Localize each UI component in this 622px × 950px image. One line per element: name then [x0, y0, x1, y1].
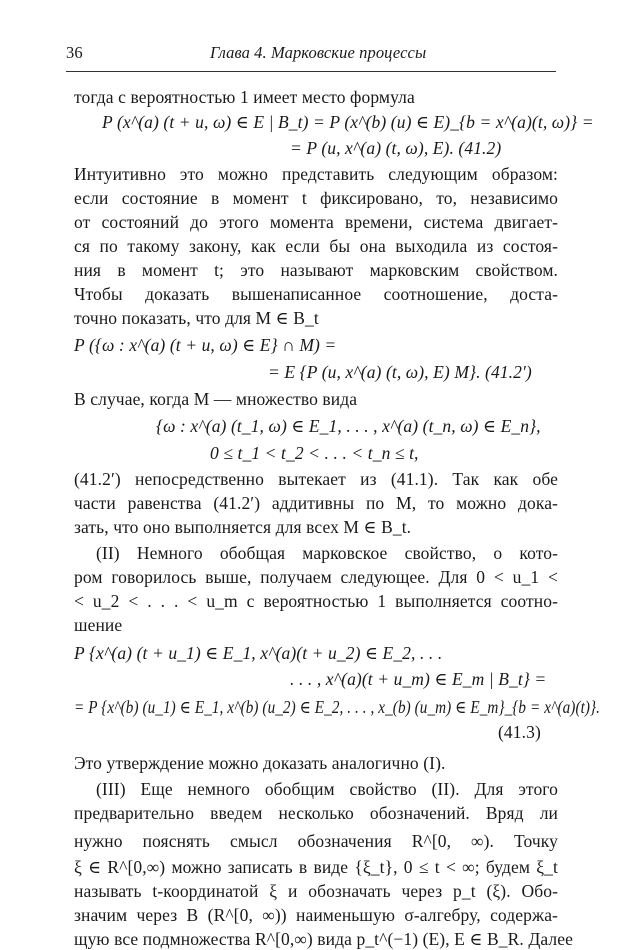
text-line: если состояние в момент t фиксировано, то, независимо [74, 188, 558, 208]
formula-line: . . . , x^(a)(t + u_m) ∈ E_m | B_t} = [290, 669, 547, 689]
formula-line: {ω : x^(a) (t_1, ω) ∈ E_1, . . . , x^(a) (t_n, ω) ∈ E_n}, [156, 416, 541, 436]
formula-line: P ({ω : x^(a) (t + u, ω) ∈ E} ∩ M) = [74, 335, 337, 355]
page-number: 36 [66, 43, 83, 62]
formula-line: = E {P (u, x^(a) (t, ω), E) M}. (41.2′) [268, 362, 532, 382]
formula-line: 0 ≤ t_1 < t_2 < . . . < t_n ≤ t, [210, 443, 419, 463]
text-line: шение [74, 615, 123, 635]
text-line: называть t-координатой ξ и обозначать через p_t (ξ). Обо- [74, 881, 558, 901]
text-line: от состояний до этого момента времени, система двигает- [74, 212, 558, 232]
text-line: В случае, когда M — множество вида [74, 389, 358, 409]
equation-number: (41.3) [498, 722, 541, 742]
formula-line: P (x^(a) (t + u, ω) ∈ E | B_t) = P (x^(b) (u) ∈ E)_{b = x^(a)(t, ω)} = [102, 112, 594, 132]
text-line: предварительно введем несколько обозначений. Вряд ли [74, 803, 558, 823]
text-line: Интуитивно это можно представить следующим образом: [74, 164, 558, 184]
text-line: точно показать, что для M ∈ B_t [74, 308, 319, 328]
text-line: < u_2 < . . . < u_m с вероятностью 1 выполняется соотно- [74, 591, 558, 611]
formula-line: = P (u, x^(a) (t, ω), E). (41.2) [290, 138, 502, 158]
text-line: (III) Еще немного обобщим свойство (II). Для этого [96, 779, 558, 799]
formula-line: P {x^(a) (t + u_1) ∈ E_1, x^(a)(t + u_2) ∈ E_2, . . . [74, 643, 443, 663]
text-line: тогда с вероятностью 1 имеет место формула [74, 87, 415, 107]
text-line: ром говорилось выше, получаем следующее. Для 0 < u_1 < [74, 567, 558, 587]
text-line: ся по такому закону, как если бы она выходила из состоя- [74, 236, 558, 256]
text-line: части равенства (41.2′) аддитивны по M, то можно дока- [74, 493, 558, 513]
text-line: Чтобы доказать вышенаписанное соотношение, доста- [74, 284, 558, 304]
text-line: ξ ∈ R^[0,∞) можно записать в виде {ξ_t}, 0 ≤ t < ∞; будем ξ_t [74, 857, 558, 877]
header-rule [66, 71, 556, 72]
formula-line: = P {x^(b) (u_1) ∈ E_1, x^(b) (u_2) ∈ E_2, . . . , x_(b) (u_m) ∈ E_m}_{b = x^(a)(t)}. [74, 697, 601, 717]
text-line: нужно пояснять смысл обозначения R^[0, ∞). Точку [74, 831, 558, 851]
text-line: (II) Немного обобщая марковское свойство, о кото- [96, 543, 558, 563]
text-line: Это утверждение можно доказать аналогично (I). [74, 753, 446, 773]
text-line: значим через B (R^[0, ∞)) наименьшую σ-алгебру, содержа- [74, 905, 558, 925]
text-line: ния в момент t; это называют марковским свойством. [74, 260, 558, 280]
text-line: (41.2′) непосредственно вытекает из (41.1). Так как обе [74, 469, 558, 489]
text-line: щую все подмножества R^[0,∞) вида p_t^(−1) (E), E ∈ B_R. Далее [74, 929, 573, 949]
running-title: Глава 4. Марковские процессы [210, 43, 427, 62]
text-line: зать, что оно выполняется для всех M ∈ B_t. [74, 517, 412, 537]
